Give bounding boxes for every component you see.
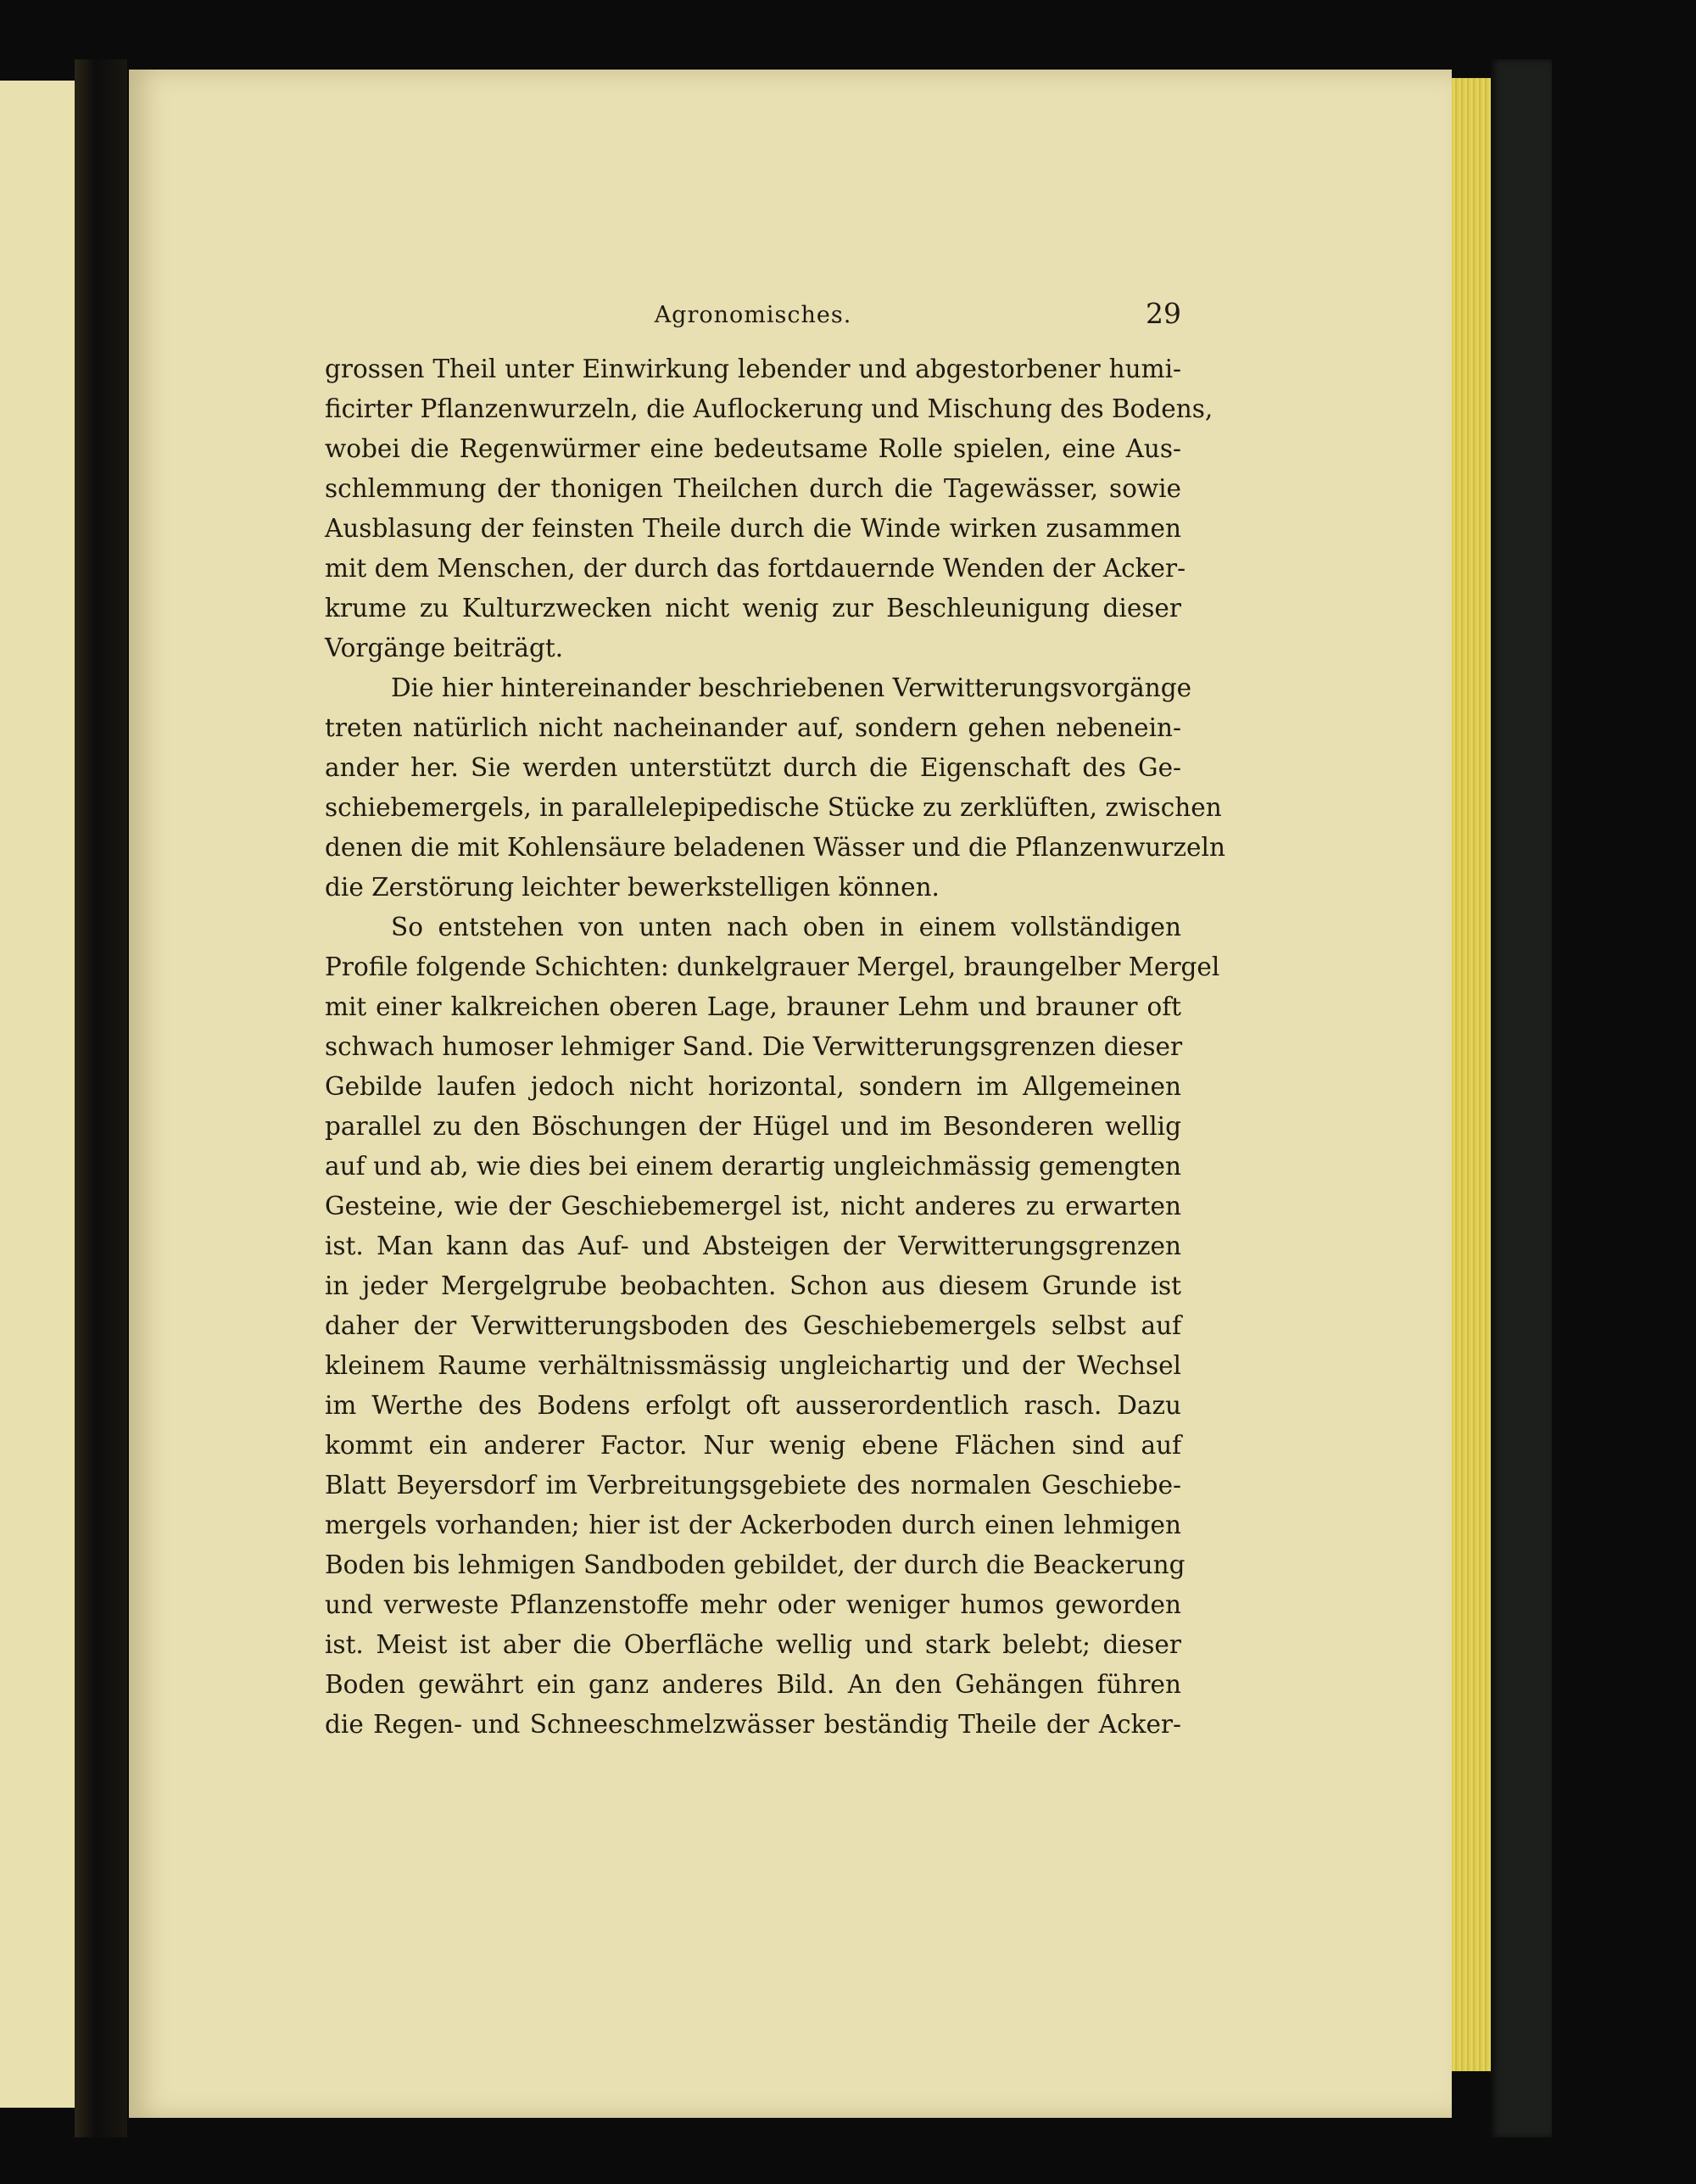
text-line: und verweste Pflanzenstoffe mehr oder weniger humos geworden [325, 1590, 1181, 1619]
text-line: kleinem Raume verhältnissmässig ungleichartig und der Wechsel [325, 1351, 1181, 1380]
book-gutter [75, 59, 127, 2137]
text-line: Boden gewährt ein ganz anderes Bild. An den Gehängen führen [325, 1670, 1181, 1699]
text-line: ist. Meist ist aber die Oberfläche wellig und stark belebt; dieser [325, 1630, 1181, 1659]
text-line: schlemmung der thonigen Theilchen durch die Tagewässer, sowie [325, 474, 1181, 503]
facing-page-edge [0, 81, 75, 2108]
text-line: krume zu Kulturzwecken nicht wenig zur Beschleunigung dieser [325, 594, 1181, 623]
text-line: schiebemergels, in parallelepipedische Stücke zu zerklüften, zwischen [325, 793, 1222, 822]
text-line: Gebilde laufen jedoch nicht horizontal, sondern im Allgemeinen [325, 1072, 1181, 1101]
text-line: mit einer kalkreichen oberen Lage, brauner Lehm und brauner oft [325, 992, 1181, 1021]
page-content [325, 297, 1225, 1745]
book-cover-edge [1491, 59, 1552, 2137]
text-line: parallel zu den Böschungen der Hügel und im Besonderen wellig [325, 1112, 1181, 1141]
text-line: Profile folgende Schichten: dunkelgrauer Mergel, braungelber Mergel [325, 952, 1220, 981]
text-line: Ausblasung der feinsten Theile durch die Winde wirken zusammen [325, 514, 1181, 543]
text-line: kommt ein anderer Factor. Nur wenig ebene Flächen sind auf [325, 1431, 1181, 1460]
text-line: mergels vorhanden; hier ist der Ackerboden durch einen lehmigen [325, 1511, 1181, 1539]
text-line: Vorgänge beiträgt. [325, 634, 564, 662]
text-line: Gesteine, wie der Geschiebemergel ist, nicht anderes zu erwarten [325, 1192, 1181, 1220]
text-line: treten natürlich nicht nacheinander auf, sondern gehen nebenein- [325, 713, 1181, 742]
text-line: Boden bis lehmigen Sandboden gebildet, der durch die Beackerung [325, 1550, 1186, 1579]
text-line: die Regen- und Schneeschmelzwässer beständig Theile der Acker- [325, 1710, 1181, 1739]
text-line: Die hier hintereinander beschriebenen Verwitterungsvorgänge [391, 673, 1192, 702]
running-title: Agronomisches. [654, 302, 852, 328]
text-line: Blatt Beyersdorf im Verbreitungsgebiete des normalen Geschiebe- [325, 1471, 1181, 1500]
text-line: grossen Theil unter Einwirkung lebender und abgestorbener humi- [325, 355, 1181, 383]
text-line: mit dem Menschen, der durch das fortdauernde Wenden der Acker- [325, 554, 1186, 583]
text-line: ficirter Pflanzenwurzeln, die Auflockerung und Mischung des Bodens, [325, 394, 1213, 423]
text-line: daher der Verwitterungsboden des Geschiebemergels selbst auf [325, 1311, 1181, 1340]
text-line: auf und ab, wie dies bei einem derartig ungleichmässig gemengten [325, 1152, 1181, 1181]
text-line: im Werthe des Bodens erfolgt oft ausserordentlich rasch. Dazu [325, 1391, 1181, 1420]
text-line: So entstehen von unten nach oben in einem vollständigen [391, 913, 1181, 941]
text-line: schwach humoser lehmiger Sand. Die Verwitterungsgrenzen dieser [325, 1032, 1183, 1061]
page-number: 29 [1146, 297, 1181, 330]
page-edges [1452, 78, 1491, 2071]
running-head [325, 297, 1181, 341]
text-line: ist. Man kann das Auf- und Absteigen der Verwitterungsgrenzen [325, 1232, 1181, 1260]
text-line: in jeder Mergelgrube beobachten. Schon aus diesem Grunde ist [325, 1271, 1181, 1300]
text-line: ander her. Sie werden unterstützt durch die Eigenschaft des Ge- [325, 753, 1181, 782]
body-text [325, 349, 1225, 1745]
text-line: die Zerstörung leichter bewerkstelligen können. [325, 873, 940, 902]
text-line: denen die mit Kohlensäure beladenen Wässer und die Pflanzenwurzeln [325, 833, 1225, 862]
text-line: wobei die Regenwürmer eine bedeutsame Rolle spielen, eine Aus- [325, 434, 1181, 463]
